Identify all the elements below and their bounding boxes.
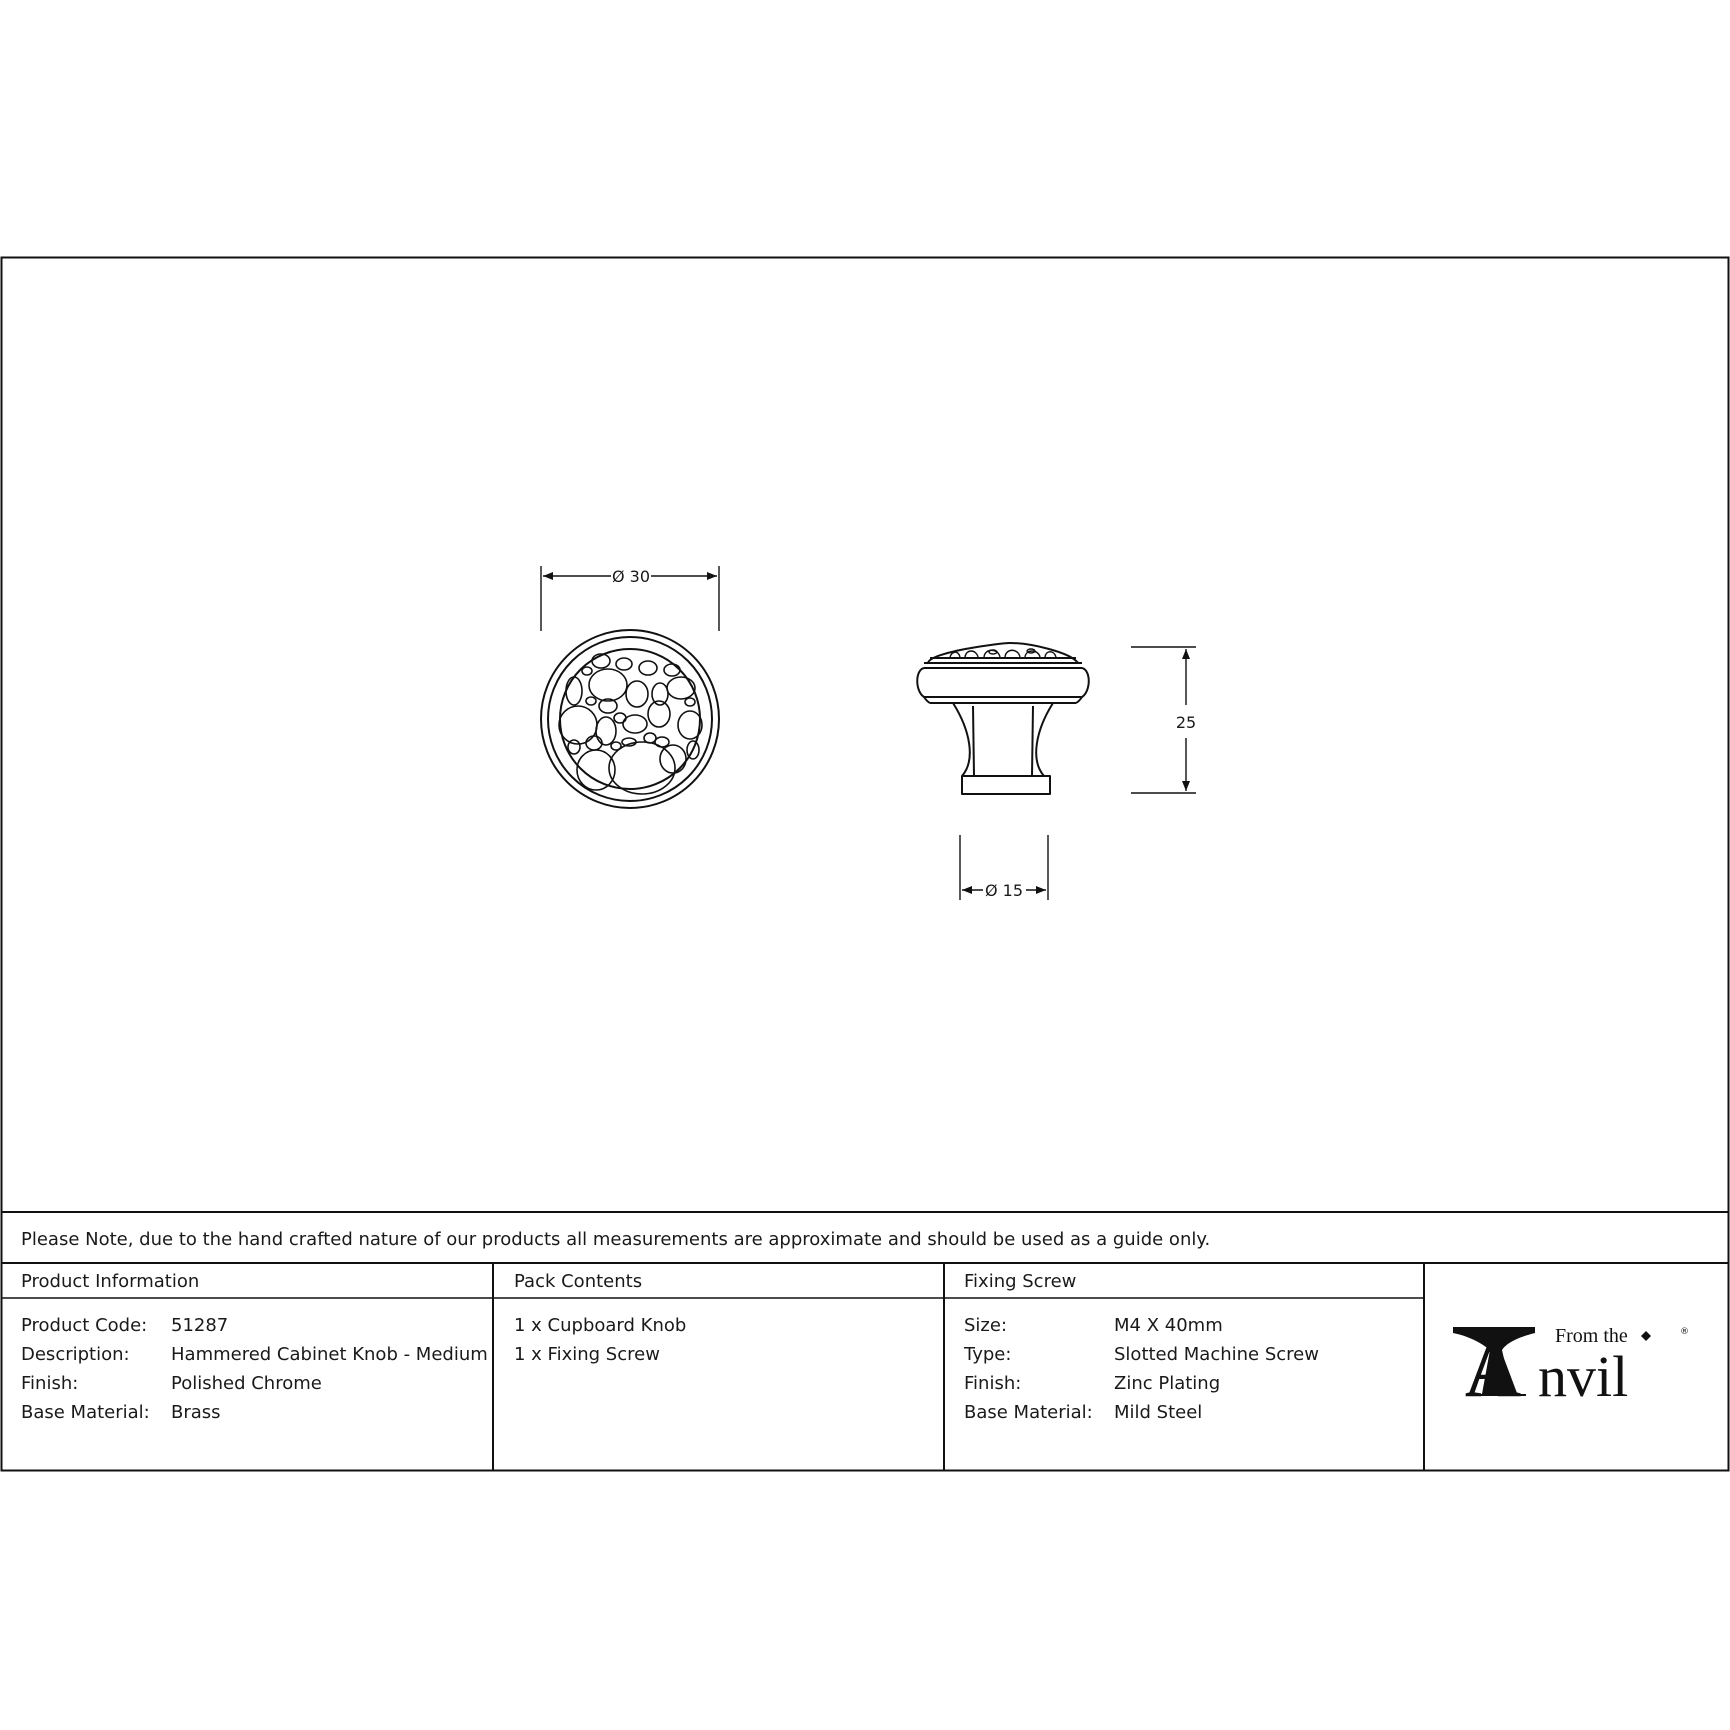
fixing-screw-heading: Fixing Screw: [964, 1271, 1077, 1292]
drawing-frame: [2, 258, 1729, 1471]
screw-material-label: Base Material:: [964, 1402, 1093, 1423]
finish-value: Polished Chrome: [171, 1373, 322, 1394]
screw-type-value: Slotted Machine Screw: [1114, 1344, 1319, 1365]
knob-top-view: [541, 630, 719, 808]
screw-size-value: M4 X 40mm: [1114, 1315, 1223, 1336]
product-code-label: Product Code:: [21, 1315, 148, 1336]
fixing-screw-rows: [963, 1315, 1319, 1423]
screw-finish-value: Zinc Plating: [1114, 1373, 1221, 1394]
logo-big-rest: nvil: [1538, 1344, 1629, 1409]
screw-type-label: Type:: [964, 1344, 1012, 1365]
hammered-texture: [559, 654, 702, 794]
base-material-label: Base Material:: [21, 1402, 150, 1423]
from-the-anvil-logo: [1453, 1325, 1689, 1413]
product-code-value: 51287: [171, 1315, 229, 1336]
logo-registered-mark: ®: [1680, 1327, 1689, 1337]
description-value: Hammered Cabinet Knob - Medium: [171, 1344, 488, 1365]
logo-big-initial: A: [1464, 1326, 1522, 1413]
pack-item-screw: 1 x Fixing Screw: [514, 1344, 660, 1365]
product-information-rows: [21, 1315, 488, 1423]
pack-contents-heading: Pack Contents: [514, 1271, 643, 1292]
knob-side-view: [917, 643, 1089, 794]
logo-diamond-icon: [1641, 1331, 1651, 1341]
measurement-note: Please Note, due to the hand crafted nature of our products all measurements are approximate and should be used as a guide only.: [21, 1229, 1211, 1250]
description-label: Description:: [21, 1344, 130, 1365]
dimension-label-top-diameter: Ø 30: [611, 567, 651, 586]
logo-small-text: From the: [1555, 1325, 1628, 1347]
screw-size-label: Size:: [964, 1315, 1008, 1336]
product-information-heading: Product Information: [21, 1271, 200, 1292]
dimension-label-base-diameter: Ø 15: [984, 881, 1024, 900]
pack-item-knob: 1 x Cupboard Knob: [514, 1315, 687, 1336]
dimension-label-height: 25: [1175, 713, 1197, 732]
screw-material-value: Mild Steel: [1114, 1402, 1203, 1423]
finish-label: Finish:: [21, 1373, 79, 1394]
screw-finish-label: Finish:: [964, 1373, 1022, 1394]
base-material-value: Brass: [171, 1402, 221, 1423]
